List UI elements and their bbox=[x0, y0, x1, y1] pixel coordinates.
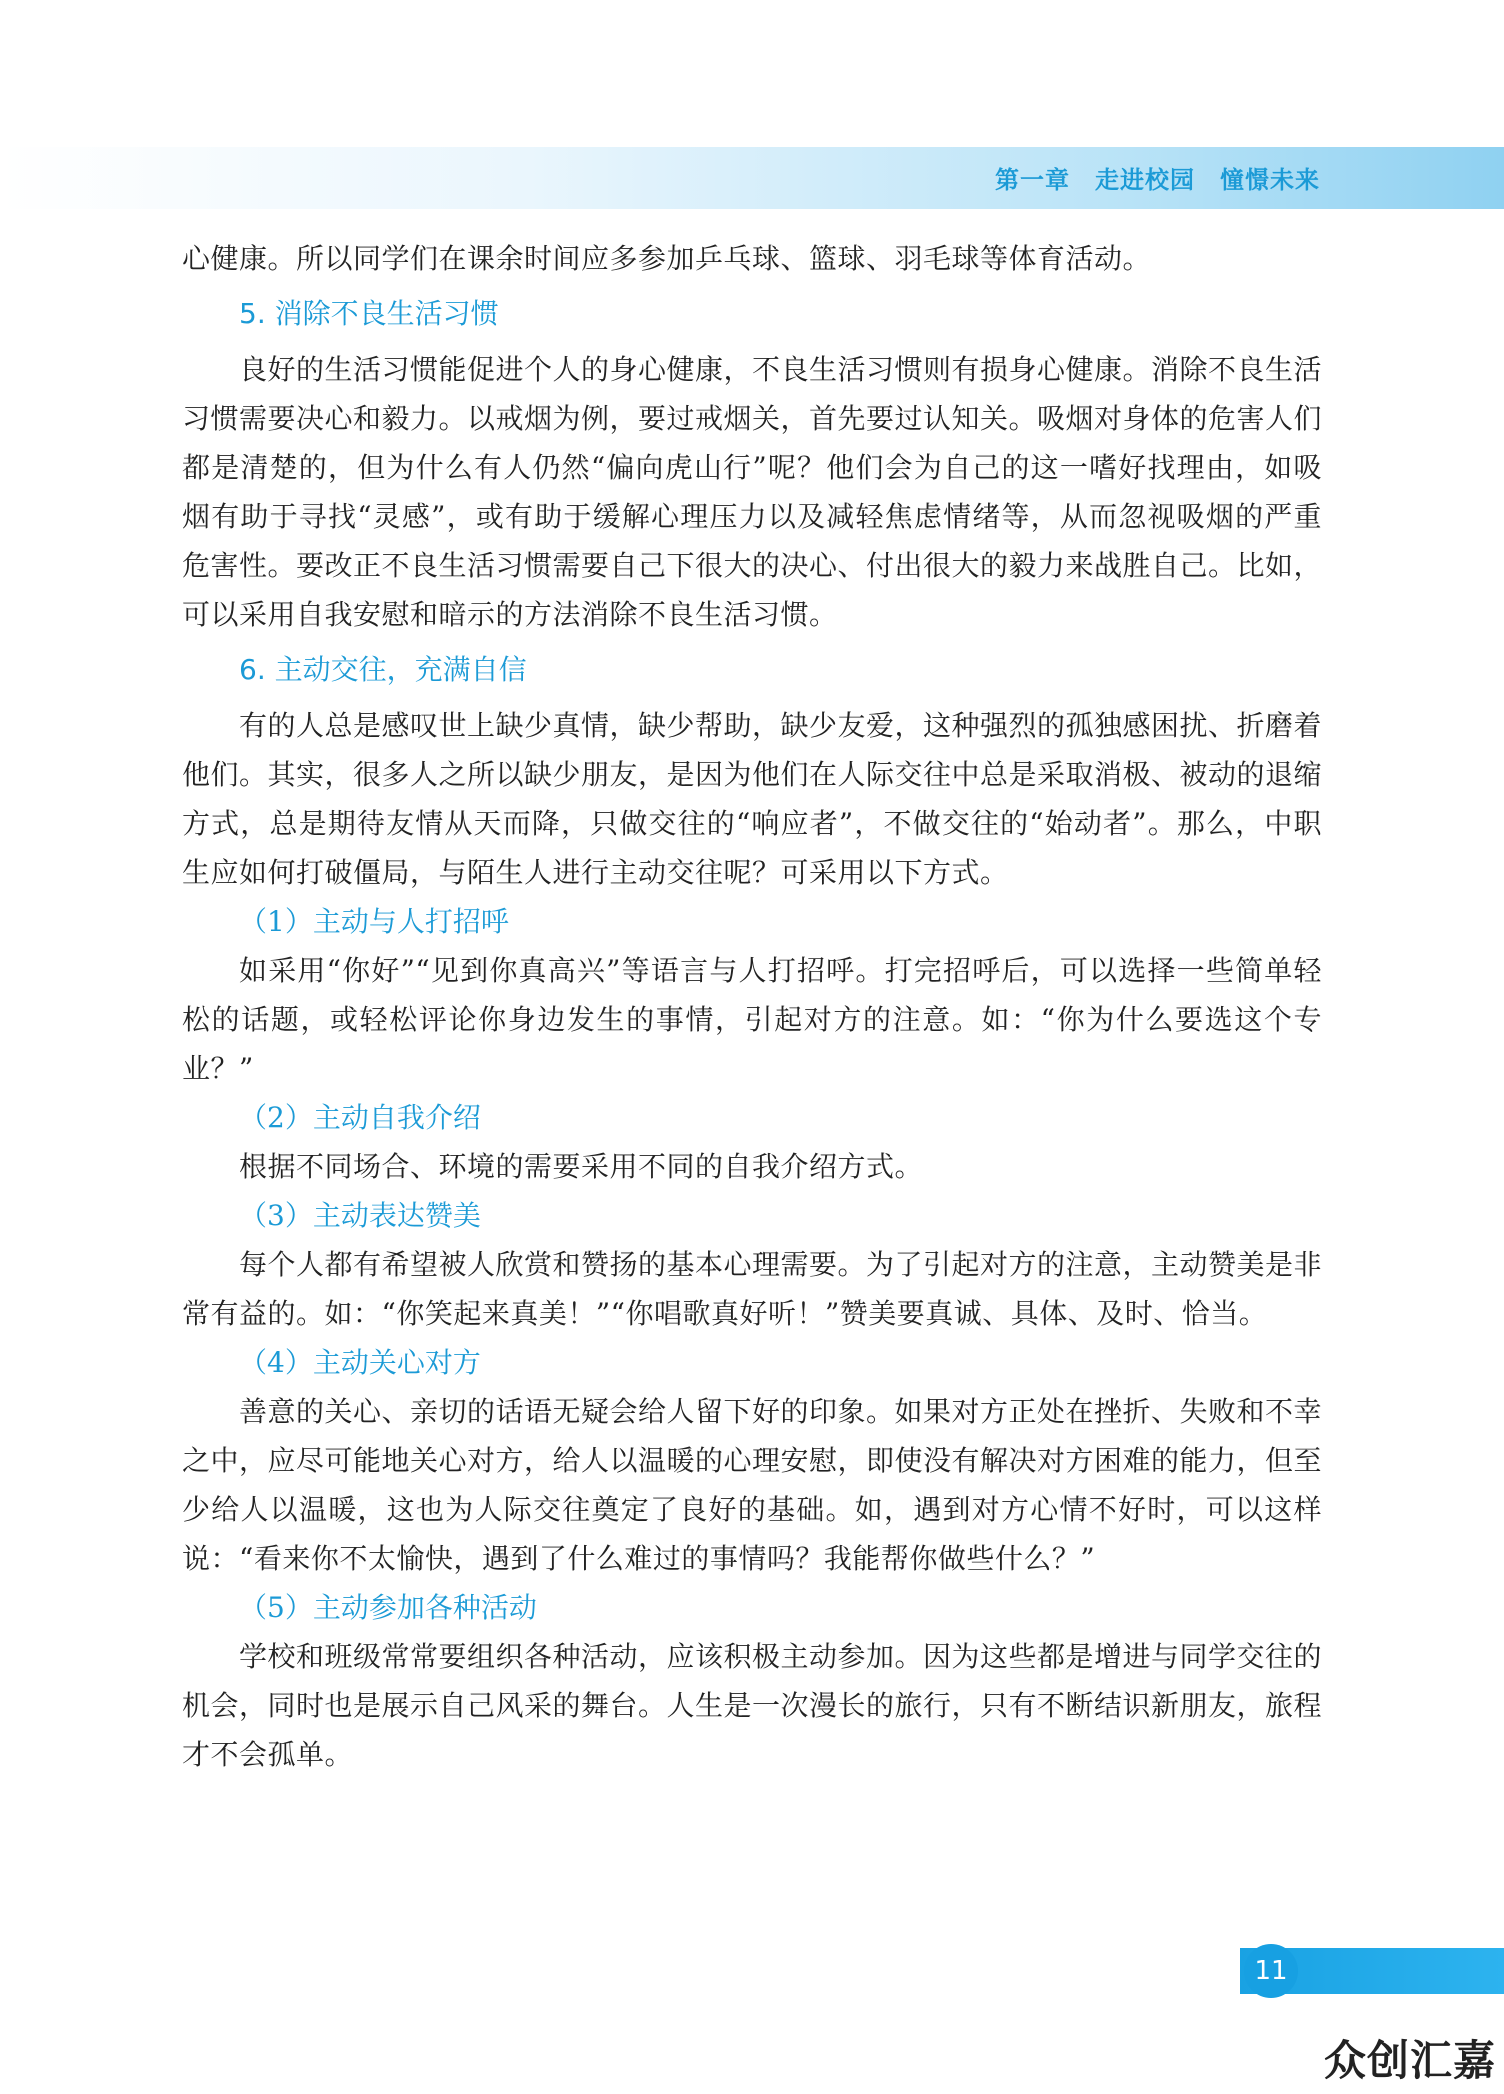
paragraph-sub-1: 如采用“你好”“见到你真高兴”等语言与人打招呼。打完招呼后，可以选择一些简单轻松的话题，或轻松评论你身边发生的事情，引起对方的注意。如：“你为什么要选这个专业？” bbox=[182, 954, 1322, 1085]
sub-heading-1: （1）主动与人打招呼 bbox=[239, 905, 509, 938]
sub-heading-3: （3）主动表达赞美 bbox=[239, 1199, 481, 1232]
watermark-logo: 众创汇嘉 bbox=[1323, 2036, 1496, 2085]
page-body bbox=[182, 234, 1322, 1779]
sub-heading-5: （5）主动参加各种活动 bbox=[239, 1591, 537, 1624]
sub-heading-2: （2）主动自我介绍 bbox=[239, 1101, 481, 1134]
section-heading-6: 6. 主动交往，充满自信 bbox=[239, 653, 527, 686]
paragraph-continued: 心健康。所以同学们在课余时间应多参加乒乓球、篮球、羽毛球等体育活动。 bbox=[182, 242, 1152, 275]
section-heading-5: 5. 消除不良生活习惯 bbox=[239, 297, 499, 330]
chapter-title: 第一章 走进校园 憧憬未来 bbox=[995, 166, 1320, 194]
paragraph-section-5: 良好的生活习惯能促进个人的身心健康，不良生活习惯则有损身心健康。消除不良生活习惯需要决心和毅力。以戒烟为例，要过戒烟关，首先要过认知关。吸烟对身体的危害人们都是清楚的，但为什么有人仍然“偏向虎山行”呢？他们会为自己的这一嗜好找理由，如吸烟有助于寻找“灵感”，或有助于缓解心理压力以及减轻焦虑情绪等，从而忽视吸烟的严重危害性。要改正不良生活习惯需要自己下很大的决心、付出很大的毅力来战胜自己。比如，可以采用自我安慰和暗示的方法消除不良生活习惯。 bbox=[182, 353, 1323, 631]
paragraph-sub-5: 学校和班级常常要组织各种活动，应该积极主动参加。因为这些都是增进与同学交往的机会，同时也是展示自己风采的舞台。人生是一次漫长的旅行，只有不断结识新朋友，旅程才不会孤单。 bbox=[182, 1640, 1323, 1771]
paragraph-section-6: 有的人总是感叹世上缺少真情，缺少帮助，缺少友爱，这种强烈的孤独感困扰、折磨着他们。其实，很多人之所以缺少朋友，是因为他们在人际交往中总是采取消极、被动的退缩方式，总是期待友情从天而降，只做交往的“响应者”，不做交往的“始动者”。那么，中职生应如何打破僵局，与陌生人进行主动交往呢？可采用以下方式。 bbox=[182, 709, 1323, 889]
paragraph-sub-2: 根据不同场合、环境的需要采用不同的自我介绍方式。 bbox=[239, 1150, 924, 1183]
paragraph-sub-4: 善意的关心、亲切的话语无疑会给人留下好的印象。如果对方正处在挫折、失败和不幸之中，应尽可能地关心对方，给人以温暖的心理安慰，即使没有解决对方困难的能力，但至少给人以温暖，这也为人际交往奠定了良好的基础。如，遇到对方心情不好时，可以这样说：“看来你不太愉快，遇到了什么难过的事情吗？我能帮你做些什么？” bbox=[182, 1395, 1323, 1575]
sub-heading-4: （4）主动关心对方 bbox=[239, 1346, 481, 1379]
page-number: 11 bbox=[1244, 1944, 1298, 1998]
paragraph-sub-3: 每个人都有希望被人欣赏和赞扬的基本心理需要。为了引起对方的注意，主动赞美是非常有益的。如：“你笑起来真美！”“你唱歌真好听！”赞美要真诚、具体、及时、恰当。 bbox=[182, 1248, 1323, 1330]
